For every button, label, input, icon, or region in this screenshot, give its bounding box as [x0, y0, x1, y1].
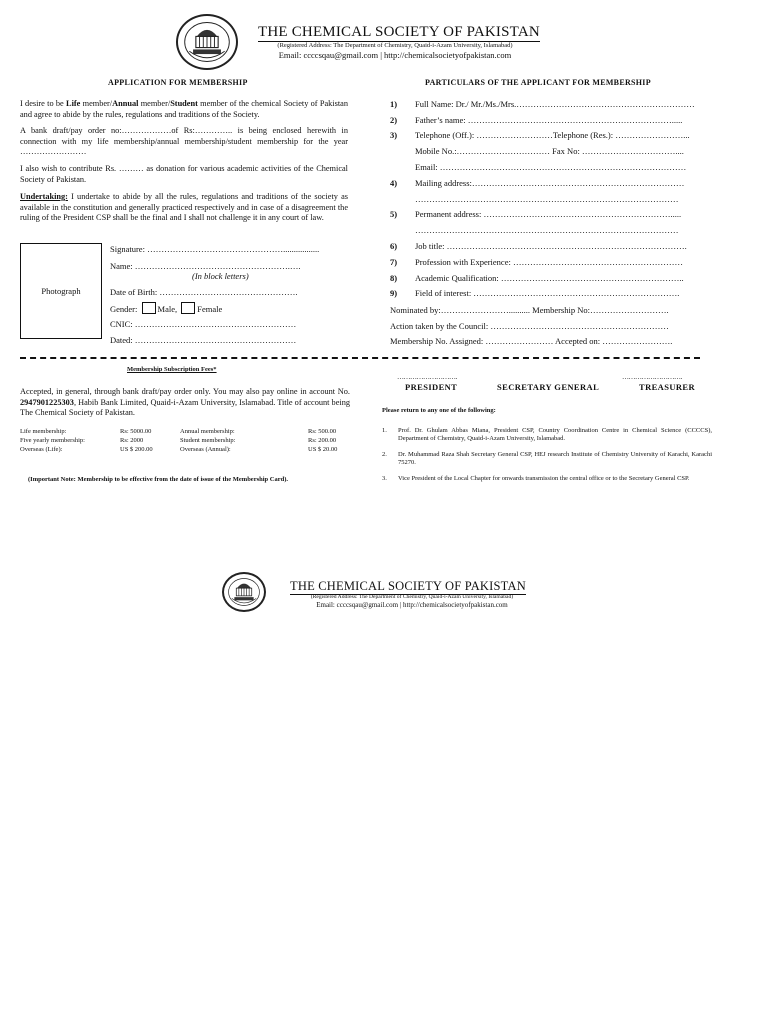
item-number: 8): [390, 273, 398, 283]
dated-field[interactable]: Dated: …………………………………………………: [110, 335, 297, 345]
item-number: 5): [390, 209, 398, 219]
important-note: (Important Note: Membership to be effective from the date of issue of the Membership Card).: [28, 476, 289, 483]
president-title: PRESIDENT: [405, 382, 458, 392]
mailing-address-field[interactable]: Mailing address:…………………………………………………………………: [415, 178, 685, 188]
permanent-address-line2[interactable]: …………………………………………………………………………………: [415, 225, 679, 235]
nominated-by-field[interactable]: Nominated by:…………………….......... Membership No:……………………….: [390, 305, 669, 315]
email-field[interactable]: Email: ……………………………………………………………………………: [415, 162, 687, 172]
emblem-graphic: [224, 574, 264, 610]
bank-draft-paragraph: A bank draft/pay order no:………………of Rs:………….. is being enclosed herewith in connection with my life membership/annual membership/student membership for the year ……………………: [20, 126, 348, 156]
female-checkbox[interactable]: [181, 302, 195, 314]
donation-paragraph: I also wish to contribute Rs. ……… as donation for various academic activities of the Chemical Society of Pakistan.: [20, 164, 348, 184]
council-action-field[interactable]: Action taken by the Council: ………………………………………………………: [390, 321, 669, 331]
fee-row: Life membership: Rs: 5000.00 Annual membership: Rs: 500.00: [20, 428, 337, 435]
item-number: 9): [390, 288, 398, 298]
return-item-number: 2.: [382, 451, 387, 458]
gender-field: [110, 302, 222, 314]
gender-label: Gender:: [110, 304, 138, 314]
society-emblem-icon: [176, 14, 238, 70]
cnic-field[interactable]: CNIC: …………………………………………………: [110, 319, 297, 329]
fees-heading: Membership Subscription Fees*: [127, 366, 217, 373]
contact-email: Email: ccccsqau@gmail.com | http://chemicalsocietyofpakistan.com: [278, 50, 512, 60]
divider-line: [20, 357, 700, 359]
mobile-fax-field[interactable]: Mobile No.:…………………………… Fax No: ……………………………....: [415, 146, 684, 156]
name-field[interactable]: Name: ……………………………………………….….: [110, 261, 301, 271]
field-of-interest-field[interactable]: Field of interest: ……………………………………………………………….: [415, 288, 680, 298]
permanent-address-field[interactable]: Permanent address: ………………………………………………………….....: [415, 209, 682, 219]
qualification-field[interactable]: Academic Qualification: ………………………………………………………..: [415, 273, 684, 283]
full-name-field[interactable]: Full Name: Dr./ Mr./Ms./Mrs.………………………………………………………: [415, 99, 695, 109]
male-label: Male,: [157, 304, 178, 314]
secretary-general-title: SECRETARY GENERAL: [497, 382, 600, 392]
application-heading: APPLICATION FOR MEMBERSHIP: [108, 78, 248, 87]
return-address-3: Vice President of the Local Chapter for onwards transmission the central office or to the Secretary General CSP.: [398, 475, 690, 482]
fees-table: [20, 428, 350, 455]
registered-address: (Registered Address: The Department of Chemistry, Quaid-i-Azam University, Islamabad): [277, 42, 513, 49]
return-item-number: 1.: [382, 427, 387, 434]
item-number: 7): [390, 257, 398, 267]
item-number: 3): [390, 130, 398, 140]
footer-contact-email: Email: ccccsqau@gmail.com | http://chemicalsocietyofpakistan.com: [316, 601, 508, 609]
society-title: THE CHEMICAL SOCIETY OF PAKISTAN: [258, 24, 540, 40]
particulars-heading: PARTICULARS OF THE APPLICANT FOR MEMBERSHIP: [425, 78, 651, 87]
mailing-address-line2[interactable]: …………………………………………………………………………………: [415, 194, 679, 204]
male-checkbox[interactable]: [142, 302, 156, 314]
return-address-2: Dr. Muhammad Raza Shah Secretary General CSP, HEJ research Institute of Chemistry University of Karachi, Karachi 75270.: [398, 451, 712, 466]
emblem-graphic: [178, 16, 236, 68]
profession-field[interactable]: Profession with Experience: ……………………………………………………: [415, 257, 683, 267]
return-item-number: 3.: [382, 475, 387, 482]
treasurer-title: TREASURER: [639, 382, 696, 392]
return-heading: Please return to any one of the following:: [382, 407, 496, 414]
female-label: Female: [197, 304, 223, 314]
return-address-1: Prof. Dr. Ghulam Abbas Miana, President CSP, Country Coordination Centre in Chemical Science (CCCCS), Department of Chemistry, Quaid-i-Azam University, Islamabad.: [398, 427, 712, 442]
photograph-box[interactable]: [20, 243, 102, 339]
item-number: 6): [390, 241, 398, 251]
footer-society-title: THE CHEMICAL SOCIETY OF PAKISTAN: [290, 579, 526, 593]
photograph-label: Photograph: [41, 286, 81, 296]
undertaking-paragraph: Undertaking: I undertake to abide by all the rules, regulations and traditions of the society as available in the constitution and generally practiced respectively and in case of a disagreement the ruling of the President CSP shall be the final and I shall not challenge it in any court of law.: [20, 192, 348, 222]
fee-row: Overseas (Life): US $ 200.00 Overseas (Annual): US $ 20.00: [20, 446, 338, 453]
fee-row: Five yearly membership: Rs: 2000 Student membership: Rs: 200.00: [20, 437, 337, 444]
telephone-field[interactable]: Telephone (Off.): ………………………Telephone (Res.): ……………………...: [415, 130, 690, 140]
item-number: 2): [390, 115, 398, 125]
item-number: 1): [390, 99, 398, 109]
treasurer-signature-line[interactable]: ……………………….: [622, 373, 682, 381]
item-number: 4): [390, 178, 398, 188]
signature-field[interactable]: Signature: ………………………………………….................: [110, 244, 320, 254]
president-signature-line[interactable]: ……………………….: [397, 373, 457, 381]
father-name-field[interactable]: Father’s name: ……………………………………………………………….....: [415, 115, 683, 125]
fees-paragraph: Accepted, in general, through bank draft/pay order only. You may also pay online in account No. 2947901225303, Habib Bank Limited, Quaid-i-Azam University, Islamabad. Title of account being The Chemical Society of Pakistan.: [20, 387, 350, 417]
desire-paragraph: I desire to be Life member/Annual member/Student member of the chemical Society of Pakistan and agree to abide by the rules, regulations and traditions of the Society.: [20, 99, 348, 119]
job-title-field[interactable]: Job title: ………………………………………………………………………….: [415, 241, 687, 251]
membership-assigned-field[interactable]: Membership No. Assigned: …………………… Accepted on: …………………….: [390, 336, 673, 346]
footer-registered-address: (Registered Address: The Department of Chemistry, Quaid-i-Azam University, Islamabad): [310, 594, 514, 600]
society-emblem-icon: [222, 572, 266, 612]
block-letters-note: (In block letters): [192, 271, 249, 281]
dob-field[interactable]: Date of Birth: ………………………………………….: [110, 287, 298, 297]
